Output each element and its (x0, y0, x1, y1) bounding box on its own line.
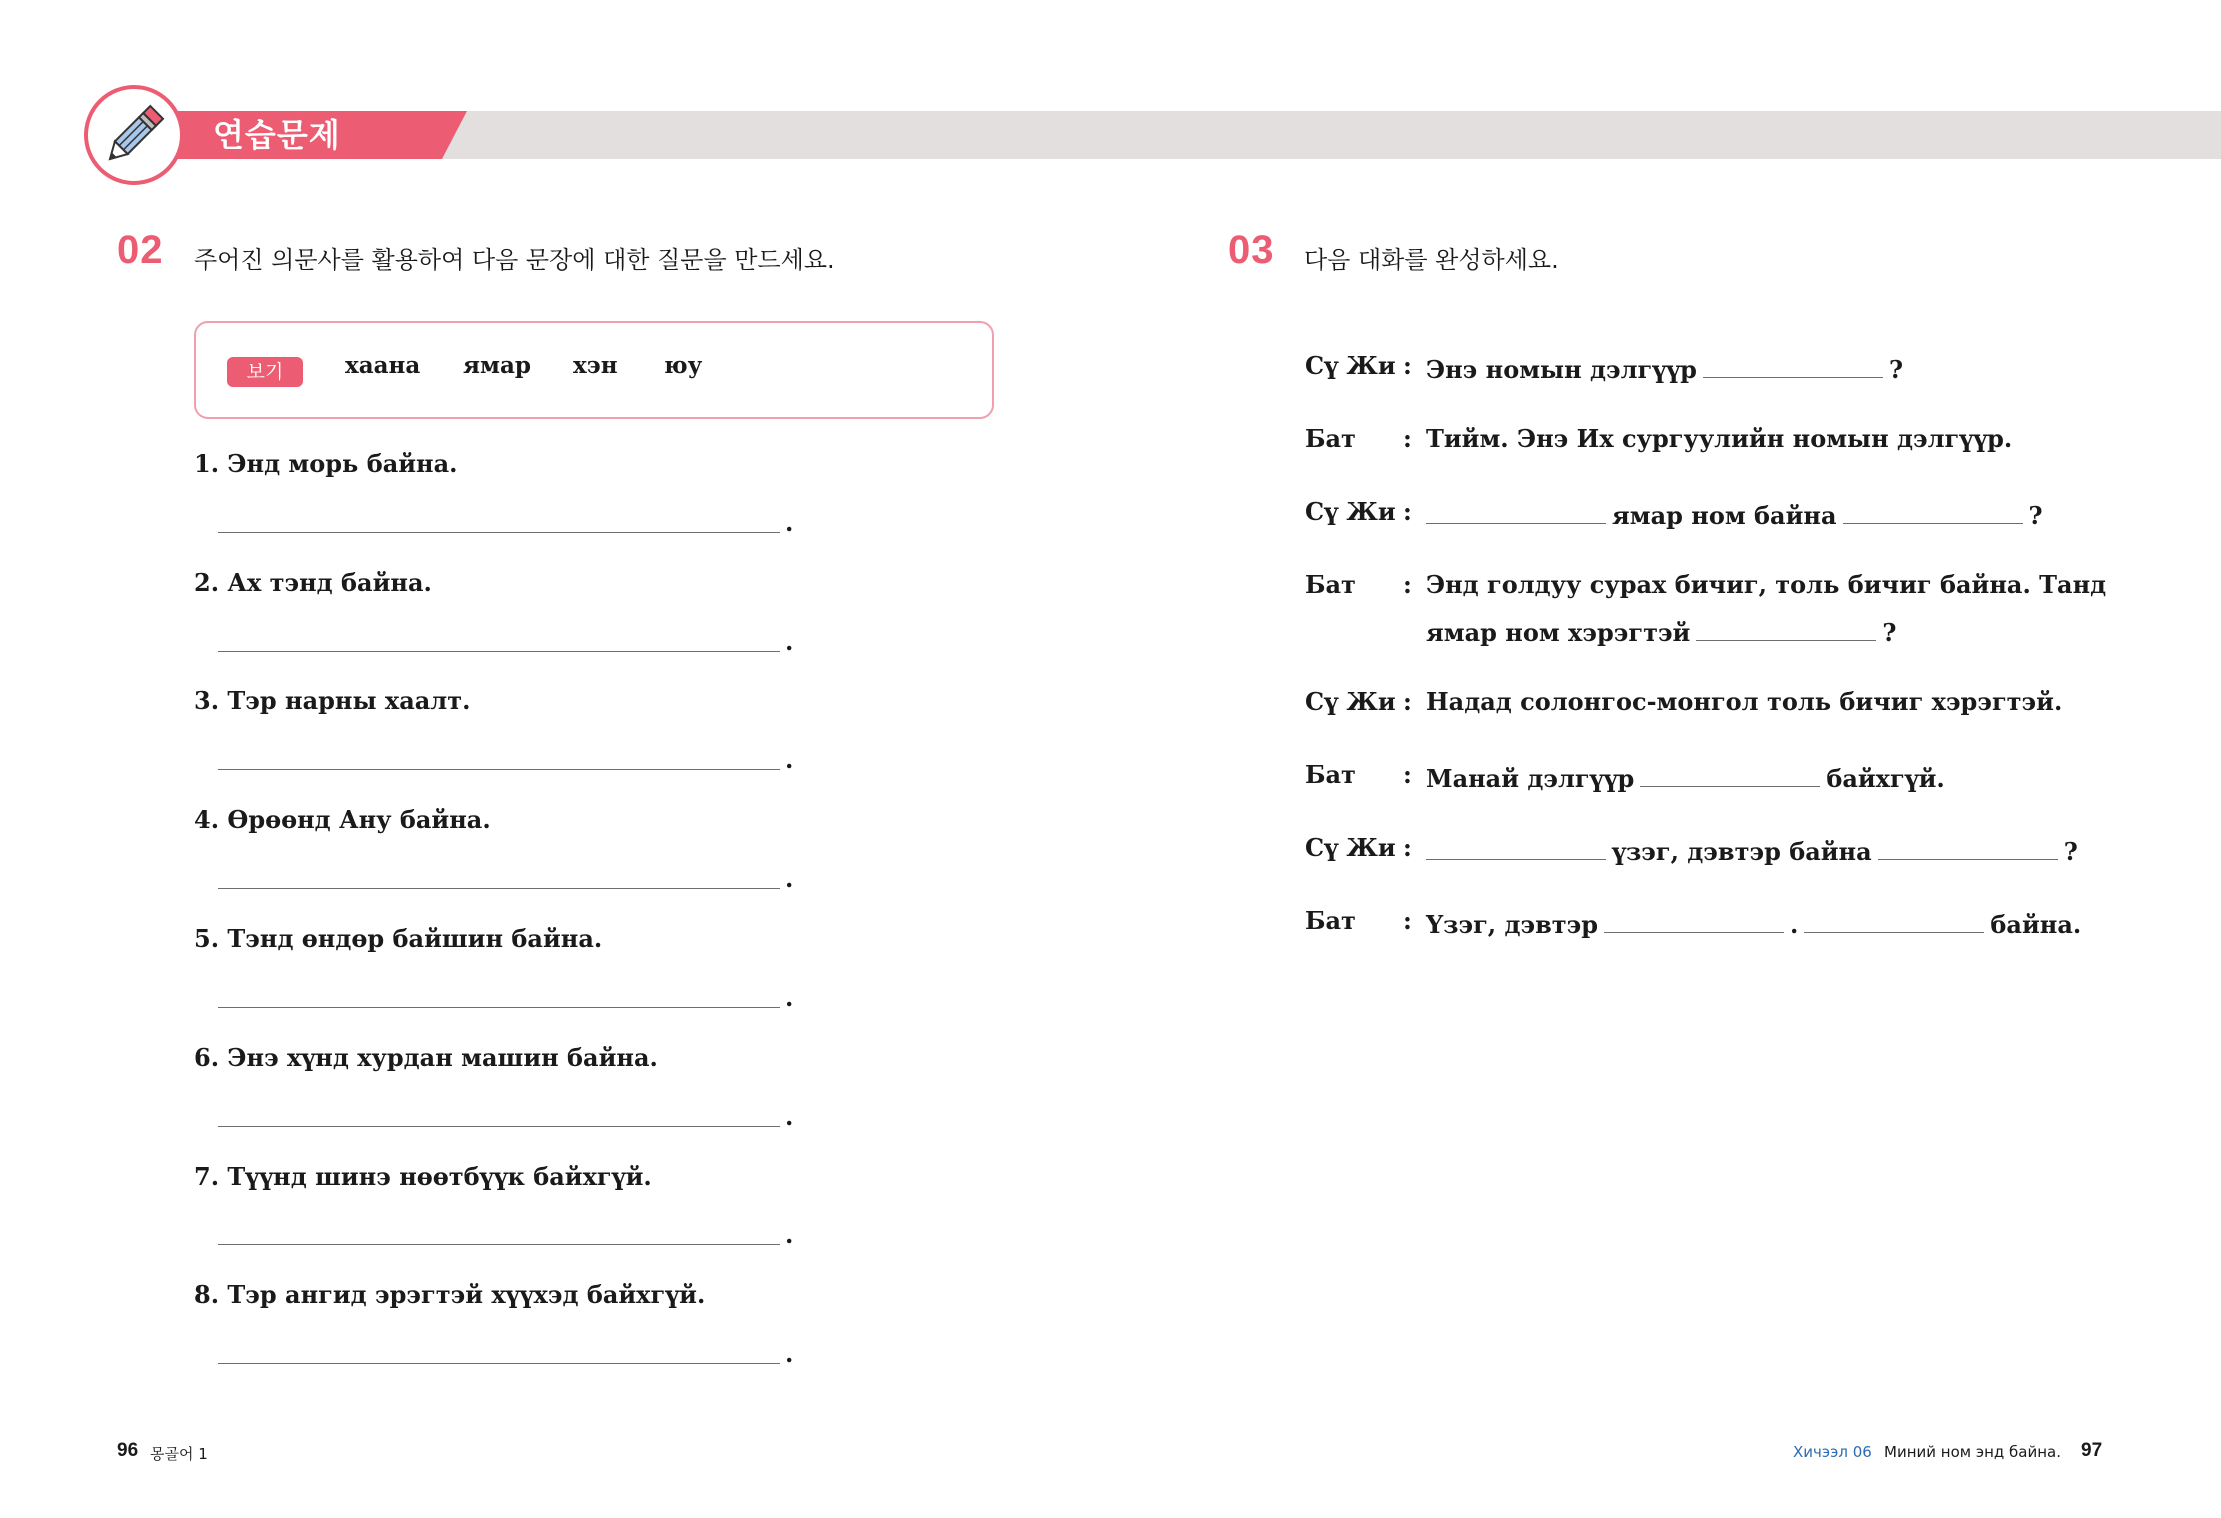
dialogue-colon: : (1403, 906, 1412, 935)
book-title: 몽골어 1 (150, 1445, 208, 1463)
dialogue-text: байна. (1990, 910, 2082, 939)
answer-blank[interactable] (1843, 497, 2023, 524)
answer-blank[interactable] (1696, 614, 1876, 641)
dialogue-speaker: Бат (1305, 906, 1356, 935)
answer-period: . (785, 864, 794, 893)
lesson-title: Миний ном энд байна. (1884, 1443, 2061, 1461)
dialogue-line (1426, 833, 2078, 866)
dialogue-line (1426, 906, 2081, 939)
dialogue-text: ямар ном хэрэгтэй (1426, 618, 1691, 647)
exercise-item: 4. Өрөөнд Ану байна. (194, 805, 491, 834)
dialogue-colon: : (1403, 833, 1412, 862)
answer-blank[interactable] (1878, 833, 2058, 860)
example-tag: 보기 (227, 357, 303, 387)
dialogue-text: Үзэг, дэвтэр (1426, 910, 1599, 939)
answer-period: . (785, 1339, 794, 1368)
dialogue-line: Энд голдуу сурах бичиг, толь бичиг байна. Танд (1426, 570, 2107, 599)
page-number-right: 97 (2081, 1440, 2103, 1461)
answer-line[interactable] (218, 532, 780, 533)
dialogue-speaker: Сү Жи (1305, 497, 1396, 526)
answer-line[interactable] (218, 651, 780, 652)
answer-line[interactable] (218, 1126, 780, 1127)
answer-line[interactable] (218, 1244, 780, 1245)
dialogue-speaker: Сү Жи (1305, 351, 1396, 380)
dialogue-colon: : (1403, 497, 1412, 526)
dialogue-text: үзэг, дэвтэр байна (1612, 837, 1872, 866)
exercise-item: 3. Тэр нарны хаалт. (194, 686, 471, 715)
dialogue-line (1426, 760, 1945, 793)
answer-line[interactable] (218, 1363, 780, 1364)
exercise-item: 1. Энд морь байна. (194, 449, 458, 478)
answer-blank[interactable] (1604, 906, 1784, 933)
answer-period: . (785, 627, 794, 656)
example-word: юу (664, 352, 703, 379)
answer-period: . (785, 745, 794, 774)
dialogue-speaker: Бат (1305, 760, 1356, 789)
exercise-instruction: 주어진 의문사를 활용하여 다음 문장에 대한 질문을 만드세요. (194, 246, 835, 274)
dialogue-text: байхгүй. (1826, 764, 1945, 793)
dialogue-text: ямар ном байна (1612, 501, 1837, 530)
exercise-item: 2. Ах тэнд байна. (194, 568, 432, 597)
exercise-item: 6. Энэ хүнд хурдан машин байна. (194, 1043, 658, 1072)
dialogue-text: ? (1888, 355, 1903, 384)
dialogue-line (1426, 351, 1903, 384)
dialogue-line-continued (1426, 614, 1896, 647)
dialogue-speaker: Бат (1305, 570, 1356, 599)
dialogue-speaker: Бат (1305, 424, 1356, 453)
dialogue-colon: : (1403, 570, 1412, 599)
dialogue-text: . (1790, 910, 1799, 939)
lesson-number: Хичээл 06 (1793, 1443, 1872, 1461)
answer-line[interactable] (218, 888, 780, 889)
exercise-number: 02 (117, 228, 164, 272)
example-word: хаана (345, 352, 421, 379)
answer-period: . (785, 1102, 794, 1131)
exercise-item: 5. Тэнд өндөр байшин байна. (194, 924, 603, 953)
answer-period: . (785, 1220, 794, 1249)
answer-period: . (785, 508, 794, 537)
dialogue-colon: : (1403, 351, 1412, 380)
page-number-left: 96 (117, 1440, 139, 1461)
page-title: 연습문제 (213, 116, 341, 154)
example-word: хэн (573, 352, 618, 379)
dialogue-line: Надад солонгос-монгол толь бичиг хэрэгтэй. (1426, 687, 2063, 716)
dialogue-colon: : (1403, 760, 1412, 789)
dialogue-line: Тийм. Энэ Их сургуулийн номын дэлгүүр. (1426, 424, 2013, 453)
dialogue-text: ? (2028, 501, 2043, 530)
header-band (440, 111, 2221, 159)
exercise-item: 7. Түүнд шинэ нөөтбүүк байхгүй. (194, 1162, 652, 1191)
answer-blank[interactable] (1640, 760, 1820, 787)
dialogue-colon: : (1403, 687, 1412, 716)
example-word: ямар (463, 352, 531, 379)
dialogue-line (1426, 497, 2043, 530)
dialogue-text: Энэ номын дэлгүүр (1426, 355, 1697, 384)
exercise-number: 03 (1228, 228, 1275, 272)
answer-line[interactable] (218, 769, 780, 770)
dialogue-speaker: Сү Жи (1305, 687, 1396, 716)
answer-blank[interactable] (1426, 833, 1606, 860)
answer-period: . (785, 983, 794, 1012)
exercise-instruction: 다음 대화를 완성하세요. (1304, 246, 1559, 274)
dialogue-text: ? (1882, 618, 1897, 647)
exercise-item: 8. Тэр ангид эрэгтэй хүүхэд байхгүй. (194, 1280, 706, 1309)
dialogue-colon: : (1403, 424, 1412, 453)
pencil-badge (84, 85, 184, 185)
dialogue-speaker: Сү Жи (1305, 833, 1396, 862)
answer-line[interactable] (218, 1007, 780, 1008)
dialogue-text: ? (2063, 837, 2078, 866)
answer-blank[interactable] (1703, 351, 1883, 378)
answer-blank[interactable] (1804, 906, 1984, 933)
dialogue-text: Манай дэлгүүр (1426, 764, 1635, 793)
answer-blank[interactable] (1426, 497, 1606, 524)
